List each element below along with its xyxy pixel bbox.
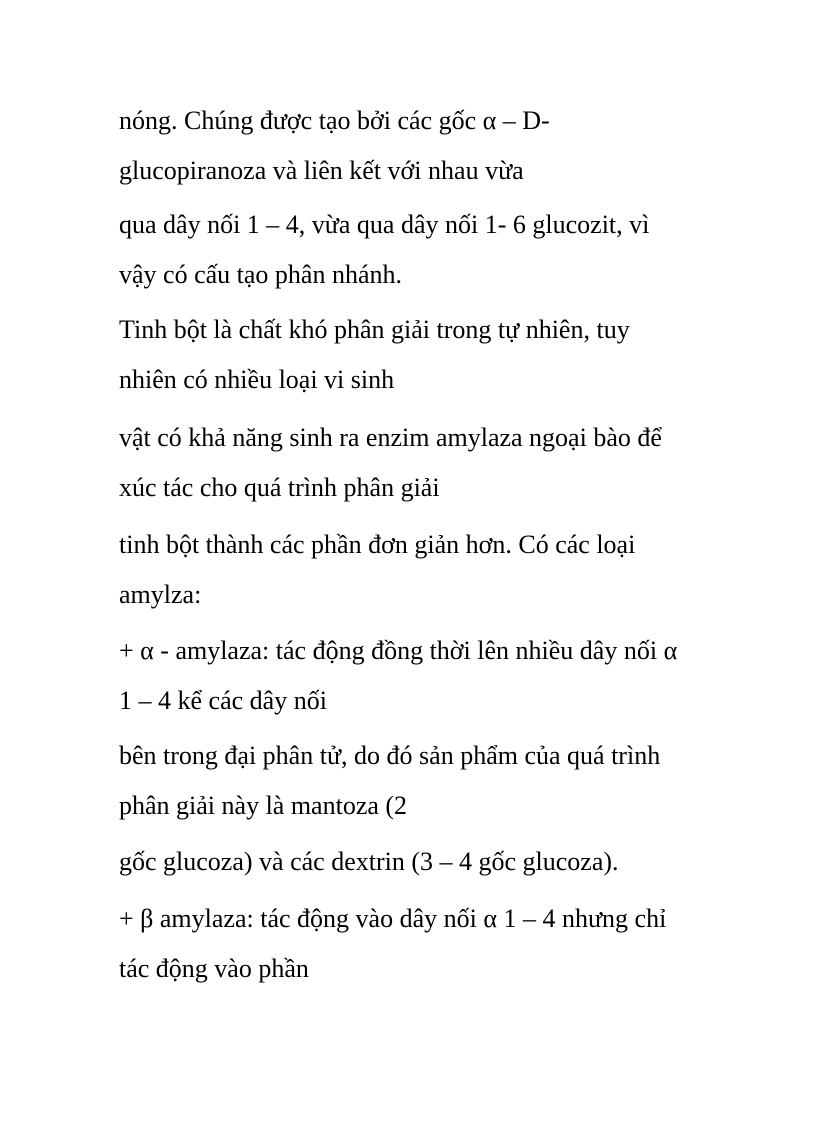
text-line: tinh bột thành các phần đơn giản hơn. Có các loại [119, 530, 636, 559]
text-line: phân giải này là mantoza (2 [119, 791, 408, 820]
text-line: nhiên có nhiều loại vi sinh [119, 365, 395, 394]
paragraph-7 [119, 731, 739, 831]
text-line: + α - amylaza: tác động đồng thời lên nhiều dây nối α [119, 636, 678, 665]
text-line: + β amylaza: tác động vào dây nối α 1 – 4 nhưng chỉ [119, 904, 667, 933]
paragraph-8 [119, 837, 739, 887]
text-line: Tinh bột là chất khó phân giải trong tự nhiên, tuy [119, 315, 630, 344]
paragraph-9 [119, 894, 739, 994]
text-line: qua dây nối 1 – 4, vừa qua dây nối 1- 6 glucozit, vì [119, 210, 650, 239]
text-line: tác động vào phần [119, 954, 309, 983]
text-line: amylza: [119, 580, 202, 609]
paragraph-3 [119, 305, 739, 405]
paragraph-1 [119, 96, 739, 196]
text-line: gốc glucoza) và các dextrin (3 – 4 gốc glucoza). [119, 847, 619, 876]
text-line: vật có khả năng sinh ra enzim amylaza ngoại bào để [119, 423, 662, 452]
paragraph-2 [119, 200, 739, 300]
text-line: xúc tác cho quá trình phân giải [119, 473, 440, 502]
text-line: glucopiranoza và liên kết với nhau vừa [119, 156, 524, 185]
text-line: nóng. Chúng được tạo bởi các gốc α – D- [119, 106, 550, 135]
paragraph-6 [119, 626, 739, 726]
text-line: vậy có cấu tạo phân nhánh. [119, 260, 403, 289]
paragraph-4 [119, 413, 739, 513]
paragraph-5 [119, 520, 739, 620]
text-line: 1 – 4 kể các dây nối [119, 686, 327, 715]
text-line: bên trong đại phân tử, do đó sản phẩm của quá trình [119, 741, 661, 770]
